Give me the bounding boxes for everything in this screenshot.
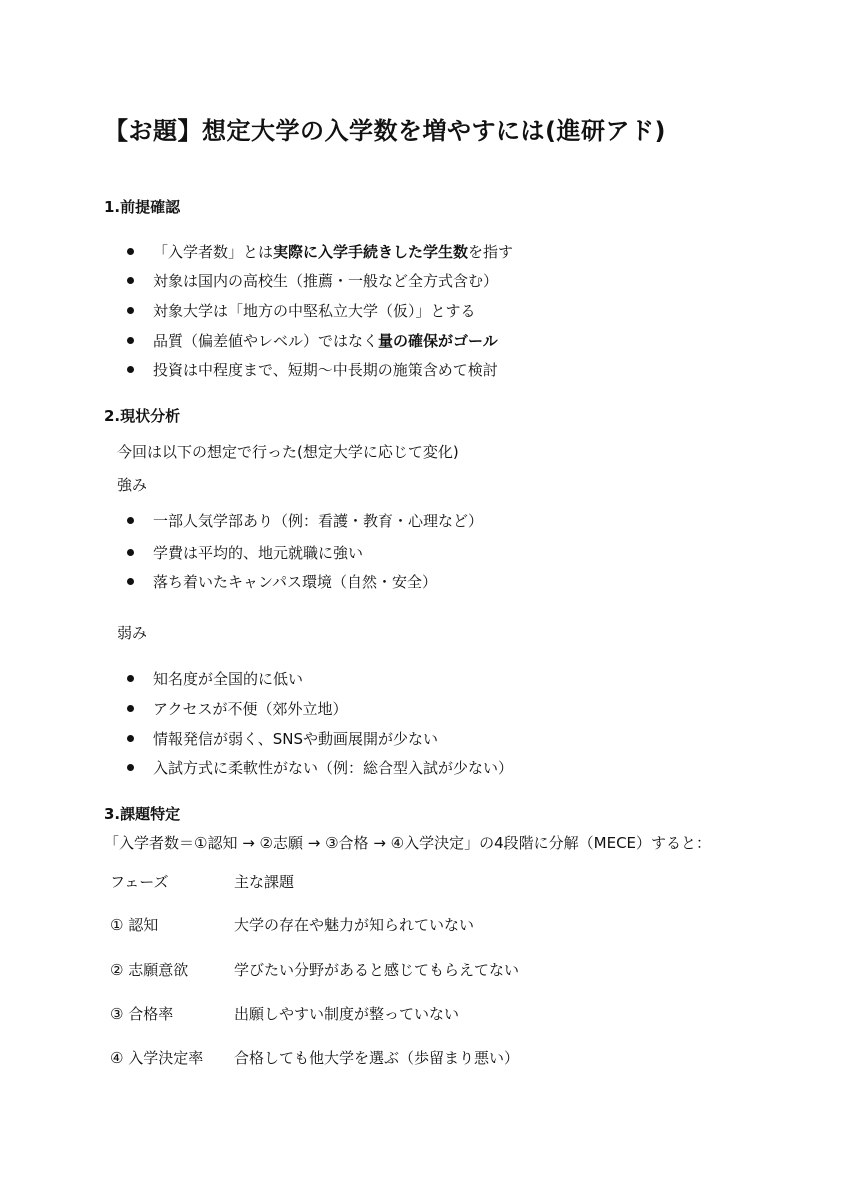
strengths-label: 強み xyxy=(117,476,148,494)
list-item: 情報発信が弱く、SNSや動画展開が少ない xyxy=(127,728,438,749)
bullet-icon xyxy=(127,764,134,771)
list-item: アクセスが不便（郊外立地） xyxy=(127,698,348,719)
table-cell-issue: 学びたい分野があると感じてもらえてない xyxy=(234,961,520,979)
table-cell-phase: ② 志願意欲 xyxy=(110,961,189,979)
bullet-icon xyxy=(127,735,134,742)
list-item: 対象大学は「地方の中堅私立大学（仮）」とする xyxy=(127,300,476,321)
list-item: 知名度が全国的に低い xyxy=(127,668,303,689)
table-cell-phase: ③ 合格率 xyxy=(110,1005,174,1023)
bullet-icon xyxy=(127,248,134,255)
bullet-icon xyxy=(127,705,134,712)
analysis-intro: 今回は以下の想定で行った(想定大学に応じて変化) xyxy=(117,443,459,461)
table-cell-issue: 大学の存在や魅力が知られていない xyxy=(234,916,475,934)
table-cell-phase: ① 認知 xyxy=(110,916,159,934)
bullet-icon xyxy=(127,337,134,344)
list-item: 学費は平均的、地元就職に強い xyxy=(127,542,363,563)
page-title: 【お題】想定大学の入学数を増やすには(進研アド) xyxy=(104,117,666,145)
bullet-icon xyxy=(127,366,134,373)
list-item: 対象は国内の高校生（推薦・一般など全方式含む） xyxy=(127,270,498,291)
table-header-issue: 主な課題 xyxy=(234,873,295,891)
table-cell-phase: ④ 入学決定率 xyxy=(110,1049,204,1067)
table-cell-issue: 出願しやすい制度が整っていない xyxy=(234,1005,460,1023)
bullet-icon xyxy=(127,307,134,314)
list-item: 一部人気学部あり（例：看護・教育・心理など） xyxy=(127,510,483,531)
issues-intro: 「入学者数＝①認知 → ②志願 → ③合格 → ④入学決定」の4段階に分解（MECE）すると： xyxy=(104,834,712,852)
section-heading-issues: 3.課題特定 xyxy=(104,805,181,823)
section-heading-analysis: 2.現状分析 xyxy=(104,407,181,425)
bullet-icon xyxy=(127,549,134,556)
table-cell-issue: 合格しても他大学を選ぶ（歩留まり悪い） xyxy=(234,1049,520,1067)
list-item: 落ち着いたキャンパス環境（自然・安全） xyxy=(127,571,437,592)
bullet-icon xyxy=(127,675,134,682)
bullet-icon xyxy=(127,517,134,524)
bullet-icon xyxy=(127,578,134,585)
list-item: 品質（偏差値やレベル）ではなく 量の確保がゴール xyxy=(127,330,498,351)
list-item: 入試方式に柔軟性がない（例：総合型入試が少ない） xyxy=(127,757,513,778)
weaknesses-label: 弱み xyxy=(117,624,148,642)
list-item: 投資は中程度まで、短期〜中長期の施策含めて検討 xyxy=(127,359,498,380)
table-header-phase: フェーズ xyxy=(110,873,169,891)
bullet-icon xyxy=(127,277,134,284)
list-item: 「入学者数」とは 実際に入学手続きした学生数 を指す xyxy=(127,241,513,262)
section-heading-premise: 1.前提確認 xyxy=(104,198,181,216)
